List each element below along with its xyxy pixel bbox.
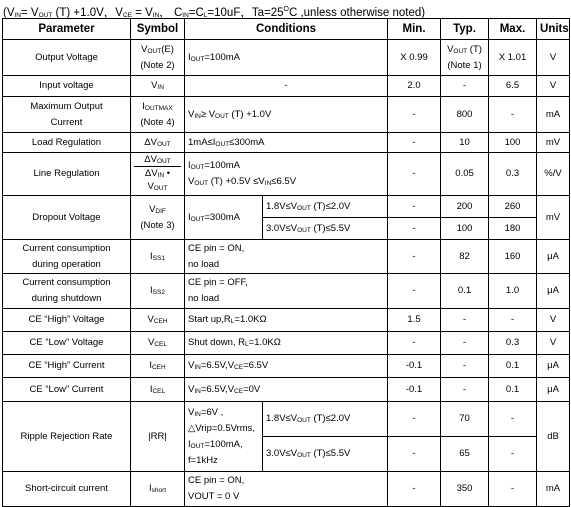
typ-dropout-1: 200 bbox=[441, 196, 489, 218]
cond-vout: $I_{OUT}=100mA$ bbox=[185, 40, 388, 76]
cond-rr-range-1: $1.8V\le V_{OUT}$ (T)≤2.0V bbox=[263, 402, 388, 437]
electrical-characteristics-table bbox=[2, 18, 570, 507]
units-vceh: V bbox=[537, 309, 570, 332]
typ-load: 10 bbox=[441, 133, 489, 153]
symbol-iceh: $I_{CEH}$ bbox=[131, 355, 185, 378]
typ-vceh: - bbox=[441, 309, 489, 332]
units-iss1: μA bbox=[537, 240, 570, 274]
symbol-line bbox=[131, 153, 185, 196]
param-iss1: Current consumption during operation bbox=[3, 240, 131, 274]
units-ioutmax: mA bbox=[537, 97, 570, 133]
header-parameter: Parameter bbox=[3, 19, 131, 40]
symbol-icel: $I_{CEL}$ bbox=[131, 378, 185, 402]
test-conditions-line: ($V_{IN}= V_{OUT}$ (T) +1.0V，$V_{CE} = V_{IN}$， $C_{IN}=C_L=10uF$，$Ta=25^OC$ ,unless otherwise noted) bbox=[3, 6, 426, 19]
table-row bbox=[3, 332, 570, 355]
units-dropout: mV bbox=[537, 196, 570, 240]
param-iss2: Current consumption during shutdown bbox=[3, 274, 131, 309]
max-iss1: 160 bbox=[489, 240, 537, 274]
param-max-output-current: Maximum Output Current bbox=[3, 97, 131, 133]
symbol-iss2: $I_{SS2}$ bbox=[131, 274, 185, 309]
table-row bbox=[3, 309, 570, 332]
param-short-circuit: Short-circuit current bbox=[3, 472, 131, 507]
param-line-regulation: Line Regulation bbox=[3, 153, 131, 196]
cond-icel: $V_{IN}=6.5V,V_{CE}=0V$ bbox=[185, 378, 388, 402]
param-input-voltage: Input voltage bbox=[3, 76, 131, 97]
max-vout: X 1.01 bbox=[489, 40, 537, 76]
table-row bbox=[3, 240, 570, 274]
table-row bbox=[3, 133, 570, 153]
typ-rr-1: 70 bbox=[441, 402, 489, 437]
max-load: 100 bbox=[489, 133, 537, 153]
header-typ: Typ. bbox=[441, 19, 489, 40]
units-vout: V bbox=[537, 40, 570, 76]
table-row bbox=[3, 355, 570, 378]
typ-iceh: - bbox=[441, 355, 489, 378]
table-row bbox=[3, 274, 570, 309]
table-row bbox=[3, 196, 570, 218]
max-rr-1: - bbox=[489, 402, 537, 437]
header-symbol: Symbol bbox=[131, 19, 185, 40]
cond-load: $1mA\le I_{OUT}\le 300mA$ bbox=[185, 133, 388, 153]
units-line: %/V bbox=[537, 153, 570, 196]
typ-rr-2: 65 bbox=[441, 437, 489, 472]
table-header-row bbox=[3, 19, 570, 40]
max-ishort: - bbox=[489, 472, 537, 507]
min-iss1: - bbox=[388, 240, 441, 274]
cond-vcel: Shut down, $R_L=1.0K\Omega$ bbox=[185, 332, 388, 355]
typ-dropout-2: 100 bbox=[441, 218, 489, 240]
min-ioutmax: - bbox=[388, 97, 441, 133]
symbol-vout: $V_{OUT}(E)$ (Note 2) bbox=[131, 40, 185, 76]
min-line: - bbox=[388, 153, 441, 196]
cond-vin: - bbox=[185, 76, 388, 97]
units-load: mV bbox=[537, 133, 570, 153]
min-vcel: - bbox=[388, 332, 441, 355]
symbol-rr: |RR| bbox=[131, 402, 185, 472]
param-load-regulation: Load Regulation bbox=[3, 133, 131, 153]
typ-ioutmax: 800 bbox=[441, 97, 489, 133]
cond-line: $I_{OUT}=100mA$ $V_{OUT}$ $(T) +0.5V \le V_{IN}\le 6.5V$ bbox=[185, 153, 388, 196]
max-vcel: 0.3 bbox=[489, 332, 537, 355]
units-ishort: mA bbox=[537, 472, 570, 507]
units-vin: V bbox=[537, 76, 570, 97]
min-vceh: 1.5 bbox=[388, 309, 441, 332]
table-row bbox=[3, 76, 570, 97]
max-rr-2: - bbox=[489, 437, 537, 472]
symbol-vcel: $V_{CEL}$ bbox=[131, 332, 185, 355]
units-vcel: V bbox=[537, 332, 570, 355]
header-conditions: Conditions bbox=[185, 19, 388, 40]
cond-dropout: $I_{OUT}=300mA$ bbox=[185, 196, 263, 240]
header-min: Min. bbox=[388, 19, 441, 40]
max-dropout-2: 180 bbox=[489, 218, 537, 240]
cond-rr: $V_{IN}=6V$ , △Vrip=0.5Vrms, $I_{OUT}=100mA$, f=1kHz bbox=[185, 402, 263, 472]
symbol-ishort: $I_{short}$ bbox=[131, 472, 185, 507]
header-max: Max. bbox=[489, 19, 537, 40]
typ-vout: $V_{OUT}$ (T) (Note 1) bbox=[441, 40, 489, 76]
param-icel: CE “Low” Current bbox=[3, 378, 131, 402]
header-units: Units bbox=[537, 19, 570, 40]
table-row bbox=[3, 153, 570, 196]
table-row bbox=[3, 97, 570, 133]
units-rr: dB bbox=[537, 402, 570, 472]
cond-iss2: CE pin = OFF, no load bbox=[185, 274, 388, 309]
table-row bbox=[3, 40, 570, 76]
cond-iss1: CE pin = ON, no load bbox=[185, 240, 388, 274]
typ-vin: - bbox=[441, 76, 489, 97]
units-icel: μA bbox=[537, 378, 570, 402]
symbol-iss1: $I_{SS1}$ bbox=[131, 240, 185, 274]
param-vceh: CE “High” Voltage bbox=[3, 309, 131, 332]
table-row bbox=[3, 378, 570, 402]
typ-icel: - bbox=[441, 378, 489, 402]
max-iss2: 1.0 bbox=[489, 274, 537, 309]
param-dropout-voltage: Dropout Voltage bbox=[3, 196, 131, 240]
max-vceh: - bbox=[489, 309, 537, 332]
symbol-vceh: $V_{CEH}$ bbox=[131, 309, 185, 332]
symbol-ioutmax: $I_{OUTMAX}$ (Note 4) bbox=[131, 97, 185, 133]
cond-vceh: Start $up,R_L=1.0K\Omega$ bbox=[185, 309, 388, 332]
max-vin: 6.5 bbox=[489, 76, 537, 97]
symbol-load: $\Delta V_{OUT}$ bbox=[131, 133, 185, 153]
param-vcel: CE “Low” Voltage bbox=[3, 332, 131, 355]
min-load: - bbox=[388, 133, 441, 153]
table-row bbox=[3, 402, 570, 437]
cond-ioutmax: $V_{IN}\ge V_{OUT}$ (T) +1.0V bbox=[185, 97, 388, 133]
symbol-dropout: $V_{DIF}$ (Note 3) bbox=[131, 196, 185, 240]
max-dropout-1: 260 bbox=[489, 196, 537, 218]
max-icel: 0.1 bbox=[489, 378, 537, 402]
typ-vcel: - bbox=[441, 332, 489, 355]
min-iss2: - bbox=[388, 274, 441, 309]
max-line: 0.3 bbox=[489, 153, 537, 196]
typ-iss2: 0.1 bbox=[441, 274, 489, 309]
min-vin: 2.0 bbox=[388, 76, 441, 97]
line-regulation-fraction: $\frac{\Delta V_{OUT}}{\Delta V_{IN} • V_{OUT}}$ bbox=[134, 153, 181, 193]
min-rr-1: - bbox=[388, 402, 441, 437]
typ-iss1: 82 bbox=[441, 240, 489, 274]
typ-ishort: 350 bbox=[441, 472, 489, 507]
units-iceh: μA bbox=[537, 355, 570, 378]
min-icel: -0.1 bbox=[388, 378, 441, 402]
cond-dropout-range-1: $1.8V\le V_{OUT}$ (T)≤2.0V bbox=[263, 196, 388, 218]
table-row bbox=[3, 472, 570, 507]
cond-dropout-range-2: $3.0V\le V_{OUT}$ (T)≤5.5V bbox=[263, 218, 388, 240]
param-iceh: CE “High” Current bbox=[3, 355, 131, 378]
typ-line: 0.05 bbox=[441, 153, 489, 196]
param-ripple-rejection: Ripple Rejection Rate bbox=[3, 402, 131, 472]
max-ioutmax: - bbox=[489, 97, 537, 133]
units-iss2: μA bbox=[537, 274, 570, 309]
cond-rr-range-2: $3.0V\le V_{OUT}$ (T)≤5.5V bbox=[263, 437, 388, 472]
min-ishort: - bbox=[388, 472, 441, 507]
min-dropout-1: - bbox=[388, 196, 441, 218]
cond-iceh: $V_{IN}=6.5V,V_{CE}=6.5V$ bbox=[185, 355, 388, 378]
max-iceh: 0.1 bbox=[489, 355, 537, 378]
min-vout: X 0.99 bbox=[388, 40, 441, 76]
min-iceh: -0.1 bbox=[388, 355, 441, 378]
symbol-vin: $V_{IN}$ bbox=[131, 76, 185, 97]
min-rr-2: - bbox=[388, 437, 441, 472]
cond-ishort: CE pin = ON, VOUT = 0 V bbox=[185, 472, 388, 507]
min-dropout-2: - bbox=[388, 218, 441, 240]
param-output-voltage: Output Voltage bbox=[3, 40, 131, 76]
